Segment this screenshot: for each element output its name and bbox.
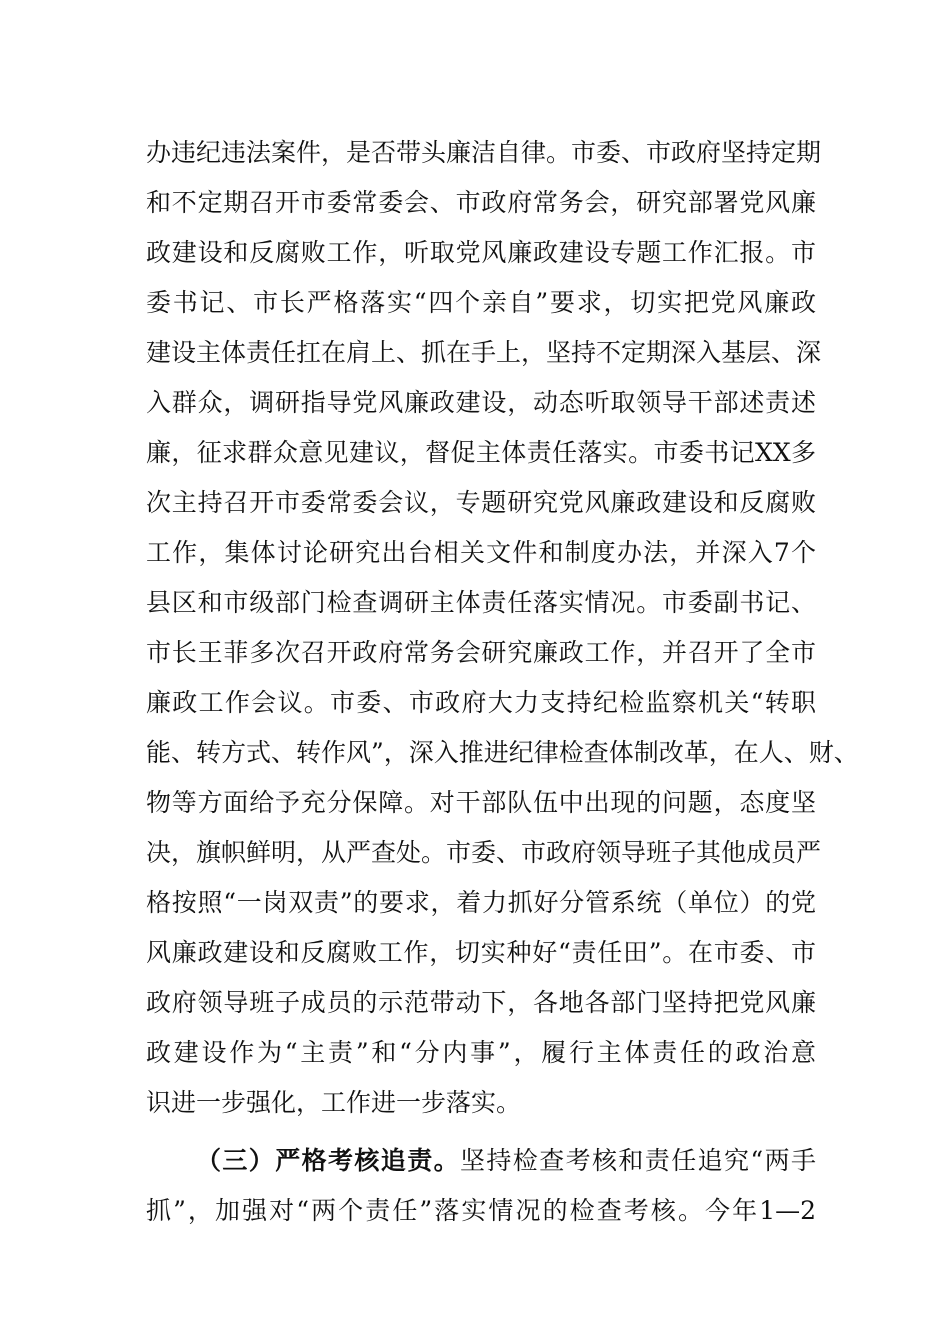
text-line: 入群众，调研指导党风廉政建设，动态听取领导干部述责述 (146, 388, 816, 417)
text-line: 建设主体责任扛在肩上、抓在手上，坚持不定期深入基层、深 (146, 338, 822, 367)
text-line: 工作，集体讨论研究出台相关文件和制度办法，并深入7个 (146, 538, 816, 567)
text-line: 识进一步强化，工作进一步落实。 (146, 1088, 522, 1117)
text-line: 办违纪违法案件，是否带头廉洁自律。市委、市政府坚持定期 (146, 138, 822, 167)
text-line: 廉，征求群众意见建议，督促主体责任落实。市委书记XX多 (146, 438, 816, 467)
paragraph-gap (146, 1128, 816, 1136)
section-heading: （三）严格考核追责。 (196, 1146, 460, 1175)
paragraph-assessment (146, 1136, 816, 1236)
section-heading-continuation: 坚持检查考核和责任追究“两手 (460, 1146, 816, 1175)
text-line: 格按照“一岗双责”的要求，着力抓好分管系统（单位）的党 (146, 888, 816, 917)
text-line: 风廉政建设和反腐败工作，切实种好“责任田”。在市委、市 (146, 938, 816, 967)
text-line: 决，旗帜鲜明，从严查处。市委、市政府领导班子其他成员严 (146, 838, 822, 867)
text-line: 次主持召开市委常委会议，专题研究党风廉政建设和反腐败 (146, 488, 816, 517)
text-line: 和不定期召开市委常委会、市政府常务会，研究部署党风廉 (146, 188, 816, 217)
text-line: 能、转方式、转作风”，深入推进纪律检查体制改革，在人、财、 (146, 738, 859, 767)
text-line: 政府领导班子成员的示范带动下，各地各部门坚持把党风廉 (146, 988, 816, 1017)
text-line: 抓”，加强对“两个责任”落实情况的检查考核。今年1—2 (146, 1196, 816, 1225)
text-line: 政建设作为“主责”和“分内事”，履行主体责任的政治意 (146, 1038, 816, 1067)
text-line: 市长王菲多次召开政府常务会研究廉政工作，并召开了全市 (146, 638, 816, 667)
paragraph-responsibility (146, 128, 859, 1128)
text-line: 政建设和反腐败工作，听取党风廉政建设专题工作汇报。市 (146, 238, 816, 267)
text-line: 物等方面给予充分保障。对干部队伍中出现的问题，态度坚 (146, 788, 816, 817)
text-line: 县区和市级部门检查调研主体责任落实情况。市委副书记、 (146, 588, 816, 617)
text-line-heading (146, 1136, 816, 1186)
text-line: 廉政工作会议。市委、市政府大力支持纪检监察机关“转职 (146, 688, 816, 717)
document-body (146, 128, 859, 1236)
text-line: 委书记、市长严格落实“四个亲自”要求，切实把党风廉政 (146, 288, 816, 317)
